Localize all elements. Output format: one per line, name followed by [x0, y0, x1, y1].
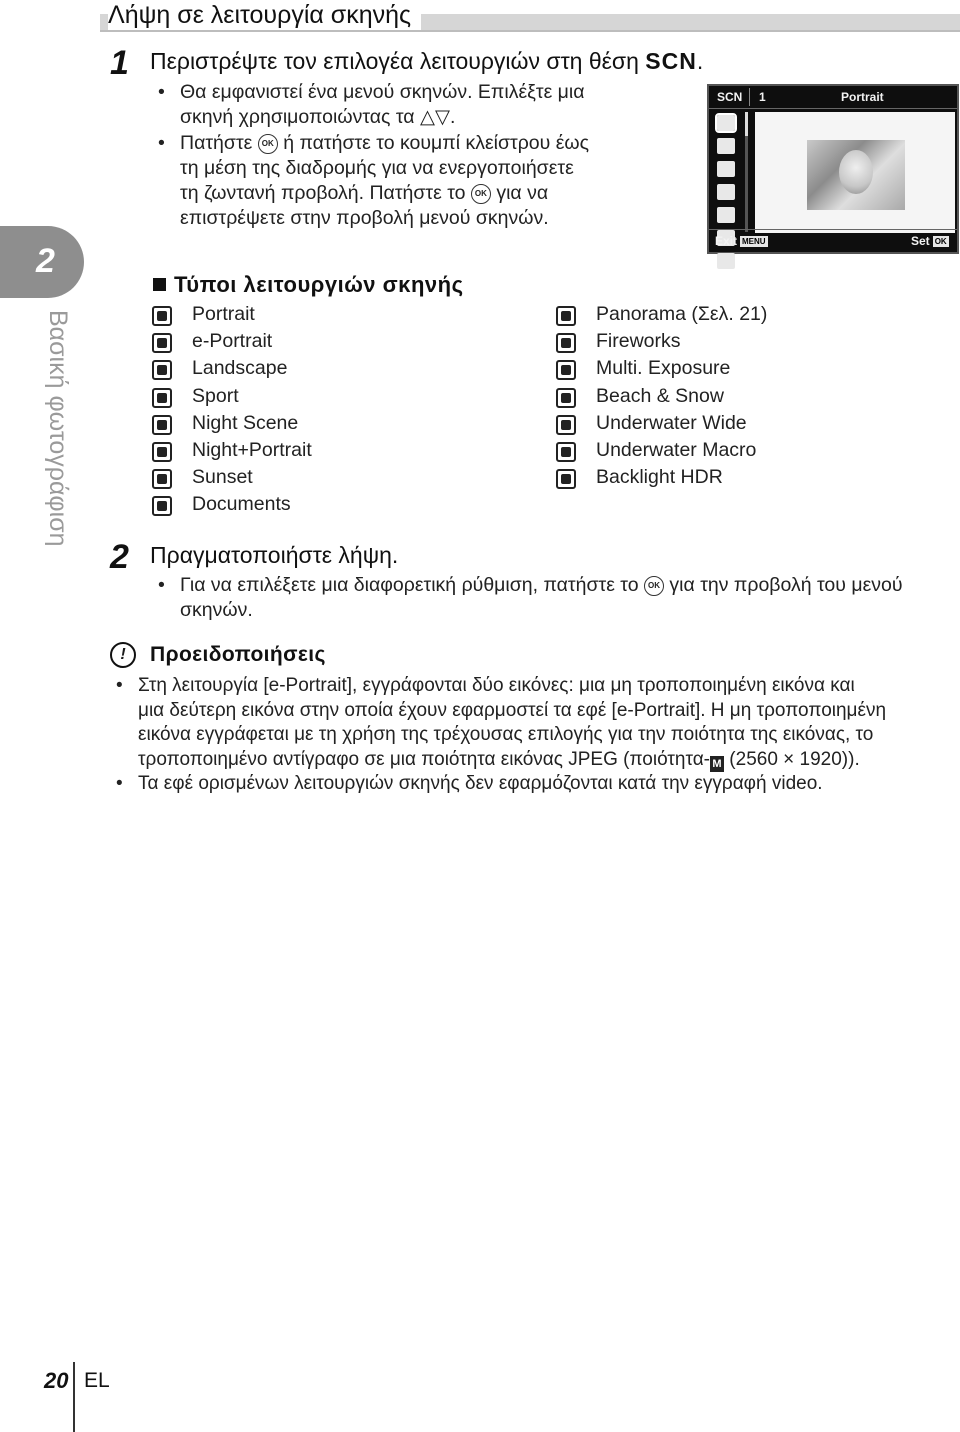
bullet-line — [180, 131, 650, 156]
bullet-line — [180, 573, 960, 598]
night-scene-icon[interactable] — [717, 207, 735, 223]
step-1-bullet-2: • Πατήστε OK ή πατήστε το κουμπί κλείστρου έως τη μέση της διαδρομής για να ενεργοποιήσετε τη ζωντανή προβολή. Πατήστε το OK για να επιστρέψετε στην προβολή μενού σκηνών. — [180, 131, 650, 231]
bullet-line: εικόνα εγγράφεται με τη χρήση της τρέχουσας επιλογής για την ποιότητα της εικόνας, το — [138, 724, 874, 745]
fireworks-icon — [556, 333, 576, 353]
scene-mode-label: e-Portrait — [192, 330, 273, 353]
bullet-text: για να — [496, 182, 549, 204]
quality-m-icon: M — [710, 756, 724, 772]
bullet-line: τη μέση της διαδρομής για να ενεργοποιήσετε — [180, 157, 574, 179]
square-bullet-icon — [153, 278, 166, 291]
multi-exposure-icon — [556, 360, 576, 380]
night-scene-icon — [152, 415, 172, 435]
camera-screen-header — [709, 86, 957, 109]
panorama-icon — [556, 306, 576, 326]
bullet-line — [180, 181, 650, 206]
bullet-line — [138, 748, 958, 773]
scene-mode-label: Fireworks — [596, 330, 681, 353]
scn-mode-label: SCN — [645, 48, 697, 74]
bullet-line: Τα εφέ ορισμένων λειτουργιών σκηνής δεν εφαρμόζονται κατά την εγγραφή video. — [138, 773, 823, 794]
sunset-icon[interactable] — [717, 253, 735, 269]
scene-mode-label: Night Scene — [192, 411, 299, 434]
scrollbar-thumb — [745, 112, 748, 136]
step-1-title-end: . — [696, 48, 704, 74]
portrait-icon[interactable] — [717, 115, 735, 131]
bullet-text: Για να επιλέξετε μια διαφορετική ρύθμιση, πατήστε το — [180, 574, 639, 596]
exit-label: Exit — [715, 234, 738, 248]
scene-types-heading-text: Τύποι λειτουργιών σκηνής — [174, 272, 464, 297]
set-hint — [911, 234, 949, 248]
scene-mode-label: Documents — [192, 493, 291, 516]
e-portrait-icon — [152, 333, 172, 353]
scene-types-heading — [153, 272, 464, 298]
scene-mode-label: Underwater Wide — [596, 411, 747, 434]
set-label: Set — [911, 234, 930, 248]
landscape-icon[interactable] — [717, 161, 735, 177]
page-title: Λήψη σε λειτουργία σκηνής — [108, 0, 421, 30]
portrait-sample-photo — [807, 140, 905, 210]
camera-screen — [707, 84, 959, 254]
scene-preview — [755, 112, 955, 233]
step-1-bullet-1: • Θα εμφανιστεί ένα μενού σκηνών. Επιλέξτε μια σκηνή χρησιμοποιώντας τα △▽. — [180, 80, 650, 130]
sunset-icon — [152, 469, 172, 489]
step-2-number: 2 — [110, 538, 129, 576]
chapter-number: 2 — [36, 242, 55, 280]
ok-button-icon: OK — [471, 184, 491, 204]
bullet-line: Στη λειτουργία [e-Portrait], εγγράφονται δύο εικόνες: μια μη τροποποιημένη εικόνα και — [138, 675, 855, 696]
bullet-line: σκηνών. — [180, 599, 253, 621]
night-portrait-icon — [152, 442, 172, 462]
scene-mode-label: Sunset — [192, 466, 253, 489]
warning-icon: ! — [110, 642, 136, 668]
scene-index: 1 — [759, 90, 766, 104]
scene-mode-label: Sport — [192, 384, 239, 407]
bullet-text: για την προβολή του μενού — [669, 574, 903, 596]
scene-name: Portrait — [841, 90, 884, 104]
exit-hint — [715, 234, 768, 248]
bullet-line: μια δεύτερη εικόνα στην οποία έχουν εφαρμοστεί τα εφέ [e-Portrait]. Η μη τροποποιημένη — [138, 699, 887, 721]
scene-mode-label: Portrait — [192, 303, 255, 325]
scn-label: SCN — [717, 90, 743, 104]
bullet-text: ή πατήστε το κουμπί κλείστρου έως — [283, 132, 590, 154]
menu-key-icon: MENU — [742, 237, 766, 247]
bullet-text: (2560 × 1920)). — [724, 748, 860, 770]
step-1-title-text: Περιστρέψτε τον επιλογέα λειτουργιών στη θέση — [150, 48, 639, 74]
sport-icon[interactable] — [717, 184, 735, 200]
bullet-text: τροποποιημένο αντίγραφο σε μια ποιότητα εικόνας JPEG (ποιότητα- — [138, 748, 711, 770]
documents-icon — [152, 496, 172, 516]
bullet-line: επιστρέψετε στην προβολή μενού σκηνών. — [180, 207, 549, 229]
warning-bullet-1: • Στη λειτουργία [e-Portrait], εγγράφονται δύο εικόνες: μια μη τροποποιημένη εικόνα και μια δεύτερη εικόνα στην οποία έχουν εφαρμοστεί τα εφέ [e-Portrait]. Η μη τροποποιημένη εικόνα εγγράφεται με τη χρήση της τρέχουσας επιλογής για την ποιότητα της εικόνας, το τροποποιημένο αντίγραφο σε μια ποιότητα εικόνας JPEG (ποιότητα- M (2560 × 1920)). — [138, 674, 958, 772]
backlight-hdr-icon — [556, 469, 576, 489]
step-1-number: 1 — [110, 44, 129, 82]
e-portrait-icon[interactable] — [717, 138, 735, 154]
scene-mode-label: Multi. Exposure — [596, 357, 731, 380]
bullet-line: σκηνή χρησιμοποιώντας τα △▽. — [180, 106, 456, 128]
underwater-macro-icon — [556, 442, 576, 462]
bullet-text: τη ζωντανή προβολή. Πατήστε το — [180, 182, 466, 204]
language-code: EL — [84, 1369, 110, 1392]
scene-mode-label: Panorama (Σελ. 21) — [596, 303, 768, 325]
landscape-icon — [152, 360, 172, 380]
scene-mode-label: Beach & Snow — [596, 384, 724, 407]
portrait-icon — [152, 306, 172, 326]
divider — [749, 88, 750, 106]
ok-key-icon: OK — [934, 237, 947, 247]
step-1-title — [150, 48, 703, 75]
sport-icon — [152, 388, 172, 408]
bullet-text: Πατήστε — [180, 132, 253, 154]
warnings-heading: Προειδοποιήσεις — [150, 643, 326, 666]
page-number: 20 — [44, 1368, 69, 1393]
footer-divider — [73, 1362, 75, 1432]
step-2-title: Πραγματοποιήστε λήψη. — [150, 542, 399, 568]
underwater-wide-icon — [556, 415, 576, 435]
header-rule — [100, 30, 960, 32]
warning-bullet-2: • Τα εφέ ορισμένων λειτουργιών σκηνής δεν εφαρμόζονται κατά την εγγραφή video. — [138, 772, 958, 797]
ok-button-icon: OK — [644, 576, 664, 596]
beach-snow-icon — [556, 388, 576, 408]
scene-mode-label: Backlight HDR — [596, 466, 723, 489]
scene-mode-label: Underwater Macro — [596, 439, 757, 461]
scene-mode-label: Landscape — [192, 357, 288, 380]
scene-mode-label: Night+Portrait — [192, 439, 312, 461]
chapter-title: Βασική φωτογράφιση — [44, 310, 72, 547]
camera-screen-footer — [709, 229, 957, 252]
ok-button-icon: OK — [258, 134, 278, 154]
bullet-line: Θα εμφανιστεί ένα μενού σκηνών. Επιλέξτε μια — [180, 81, 585, 103]
step-2-bullet: • Για να επιλέξετε μια διαφορετική ρύθμιση, πατήστε το OK για την προβολή του μενού σκηνών. — [180, 573, 960, 623]
